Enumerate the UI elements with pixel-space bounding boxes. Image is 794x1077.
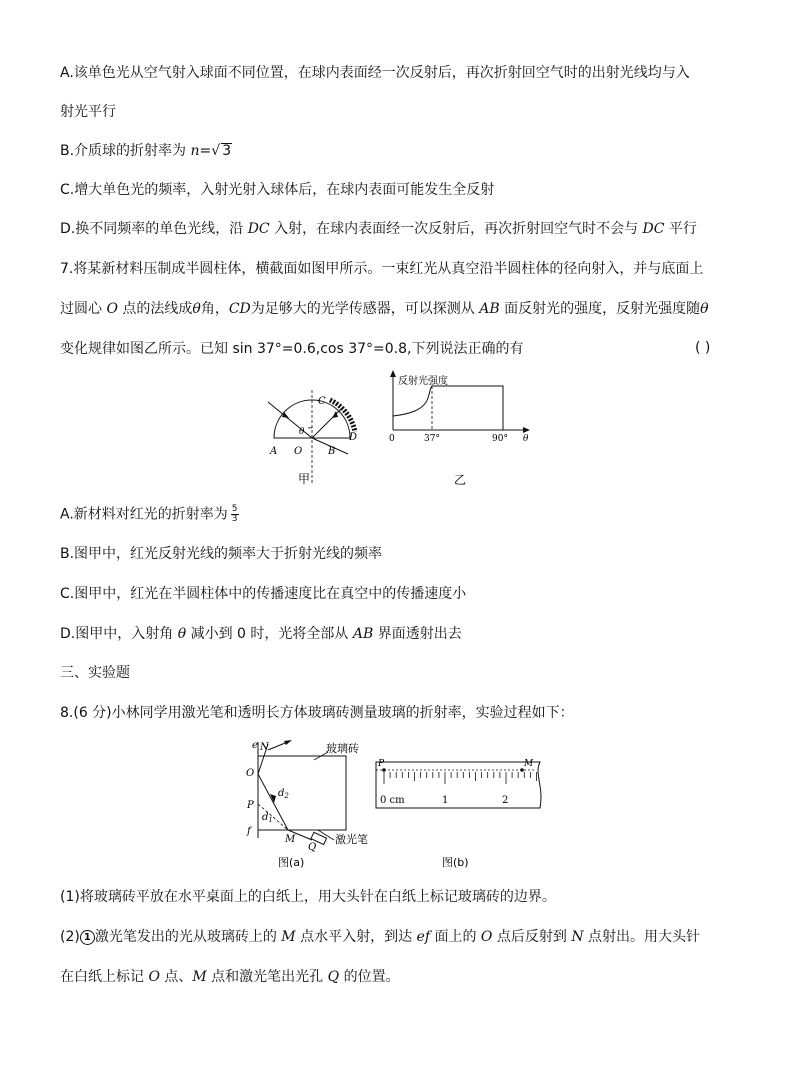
q6-option-b: B.介质球的折射率为 n=√ 3: [60, 143, 232, 159]
tick-label-1: 1: [442, 795, 449, 806]
label-o: O: [294, 446, 303, 457]
label-m: M: [285, 834, 296, 845]
label-o: O: [246, 768, 255, 779]
label-d1: $d_1$: [262, 812, 273, 824]
caption-yi: 乙: [454, 473, 467, 487]
q7-option-a: A.新材料对红光的折射率为 $\frac{5}{3}$: [60, 504, 238, 524]
figure-a: [240, 738, 380, 870]
label-p: P: [247, 800, 254, 811]
sqrt-symbol: √: [211, 143, 221, 159]
answer-parentheses: ( ): [695, 340, 711, 356]
label-m: M: [524, 759, 534, 769]
tick-label-0: 0 cm: [380, 795, 405, 806]
label-d2: $d_2$: [278, 788, 289, 800]
reflected-arrow: [332, 411, 338, 418]
q8-stem: 8.(6 分)小林同学用激光笔和透明长方体玻璃砖测量玻璃的折射率，实验过程如下：: [60, 705, 574, 721]
q7-option-c: C.图甲中，红光在半圆柱体中的传播速度比在真空中的传播速度小: [60, 586, 467, 602]
q6-option-d: D.换不同频率的单色光线，沿 DC 入射，在球内表面经一次反射后，再次折射回空气时不会与 DC 平行: [60, 221, 697, 237]
q7-option-d: D.图甲中，入射角 θ 减小到 0 时，光将全部从 AB 界面透射出去: [60, 626, 462, 642]
x-axis-arrow: [523, 427, 530, 433]
label-b: B: [328, 446, 336, 457]
caption-b: 图(b): [442, 856, 469, 869]
q8-step2: (2) 1 激光笔发出的光从玻璃砖上的 M 点水平入射，到达 ef 面上的 O 点后反射到 N 点射出。用大头针: [60, 929, 701, 945]
figure-b: [372, 754, 552, 870]
label-p: P: [378, 759, 385, 769]
fraction-5-3: $\frac{5}{3}$: [231, 504, 238, 524]
label-glass: 玻璃砖: [326, 742, 359, 755]
q7-stem-line2: 过圆心 O 点的法线成θ角，CD为足够大的光学传感器，可以探测从 AB 面反射光的强度，反射光强度随θ: [60, 301, 709, 317]
y-axis-arrow: [390, 370, 396, 377]
tick-label-2: 2: [502, 795, 509, 806]
y-label: 反射光强度: [398, 376, 448, 387]
label-a: A: [270, 446, 278, 457]
figure-jia: [262, 388, 362, 488]
q7-stem-line3: 变化规律如图乙所示。已知 sin 37°=0.6,cos 37°=0.8,下列说法正确的有: [60, 341, 524, 357]
q8-step1: (1)将玻璃砖平放在水平桌面上的白纸上，用大头针在白纸上标记玻璃砖的边界。: [60, 889, 556, 905]
label-c: C: [318, 396, 326, 407]
ruler-ticks: [384, 772, 537, 784]
figure-yi: [380, 368, 540, 490]
label-theta: θ: [299, 427, 305, 437]
tick-0: 0: [389, 434, 395, 444]
tick-37: 37°: [424, 434, 440, 444]
label-e: e: [252, 740, 258, 751]
exit-arrow: [284, 740, 292, 745]
reflected-ray: [312, 408, 342, 438]
q7-stem-line1: 7.将某新材料压制成半圆柱体，横截面如图甲所示。一束红光从真空沿半圆柱体的径向射入，并与底面上: [60, 261, 704, 277]
q8-step2-cont: 在白纸上标记 O 点、M 点和激光笔出光孔 Q 的位置。: [60, 969, 400, 985]
caption-a: 图(a): [278, 856, 305, 869]
caption-jia: 甲: [298, 472, 311, 486]
x-label: θ: [523, 434, 529, 444]
intensity-curve: [393, 386, 503, 430]
tick-90: 90°: [492, 434, 508, 444]
q6-option-a-line2: 射光平行: [60, 104, 116, 120]
label-d: D: [349, 432, 358, 443]
circled-number: 1: [80, 930, 95, 945]
q6-option-c: C.增大单色光的频率，入射光射入球体后，在球内表面可能发生全反射: [60, 182, 495, 198]
q6-option-a-line1: A.该单色光从空气射入球面不同位置，在球内表面经一次反射后，再次折射回空气时的出射光线均与入: [60, 65, 690, 81]
section-heading: 三、实验题: [60, 665, 130, 681]
label-laser: 激光笔: [335, 833, 368, 846]
label-n: N: [260, 742, 269, 753]
label-f: f: [247, 826, 251, 837]
q7-option-b: B.图甲中，红光反射光线的频率大于折射光线的频率: [60, 546, 383, 562]
label-q: Q: [308, 842, 317, 853]
